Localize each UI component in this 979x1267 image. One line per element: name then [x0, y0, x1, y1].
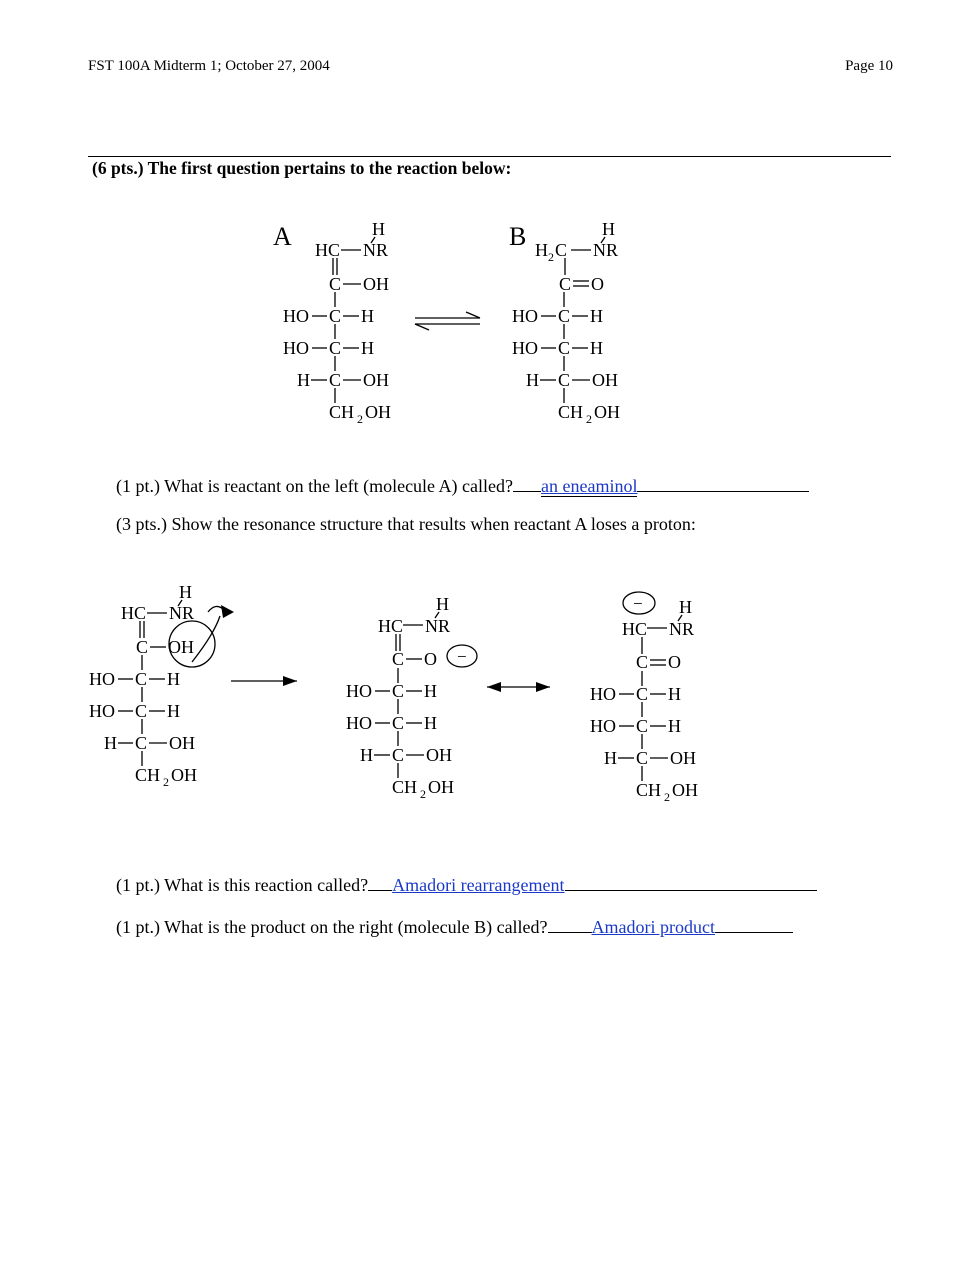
m2-c1: C	[392, 649, 405, 669]
m2-charge: −	[457, 647, 467, 666]
b-c3: C	[558, 338, 571, 358]
b-ho1: HO	[512, 306, 538, 326]
m2-c4: C	[392, 745, 405, 765]
a-hc: HC	[315, 240, 341, 260]
m2-ch: CH	[392, 777, 418, 797]
answer-blank-tail	[637, 473, 809, 492]
m3-ch: CH	[636, 780, 662, 800]
b-sub2: 2	[586, 412, 592, 426]
eq-arrow-top-head	[466, 312, 480, 318]
m2-ho2: HO	[346, 713, 372, 733]
m2-oh2: OH	[426, 745, 452, 765]
a-h3: H	[297, 370, 310, 390]
question-4-answer: Amadori product	[591, 917, 716, 937]
m1-oh3: OH	[171, 765, 197, 785]
m1-ho1: HO	[89, 669, 115, 689]
answer-blank-lead	[548, 914, 592, 933]
b-oh3: OH	[594, 402, 620, 422]
m1-h1: H	[167, 669, 180, 689]
m1-hc: HC	[121, 603, 147, 623]
a-c3: C	[329, 338, 342, 358]
resonance-arrow-head-right	[536, 682, 550, 692]
m1-c1: C	[136, 637, 149, 657]
a-oh3: OH	[365, 402, 391, 422]
m1-oh: OH	[168, 637, 194, 657]
m3-h3: H	[604, 748, 617, 768]
m3-oh3: OH	[672, 780, 698, 800]
m3-oh2: OH	[670, 748, 696, 768]
a-sub2: 2	[357, 412, 363, 426]
m2-h1: H	[424, 681, 437, 701]
question-4	[116, 914, 793, 938]
b-sub2-top: 2	[548, 250, 554, 264]
m3-c4: C	[636, 748, 649, 768]
m3-h-top: H	[679, 597, 692, 617]
answer-blank-tail	[715, 914, 793, 933]
m1-curved-arrow	[192, 616, 220, 662]
a-c2: C	[329, 306, 342, 326]
m1-curved-arrow-head	[221, 605, 234, 618]
m2-ho1: HO	[346, 681, 372, 701]
question-3-answer: Amadori rearrangement	[392, 875, 565, 895]
question-4-prompt: (1 pt.) What is the product on the right (molecule B) called?	[116, 917, 548, 937]
label-a: A	[273, 222, 292, 251]
question-3	[116, 872, 817, 896]
mech-arrow-head	[283, 676, 297, 686]
m1-oh2: OH	[169, 733, 195, 753]
m2-oh3: OH	[428, 777, 454, 797]
m3-hc: HC	[622, 619, 648, 639]
m1-ch: CH	[135, 765, 161, 785]
m2-h3: H	[360, 745, 373, 765]
m3-h1: H	[668, 684, 681, 704]
b-h-top: H	[602, 219, 615, 239]
b-c4: C	[558, 370, 571, 390]
m3-ho1: HO	[590, 684, 616, 704]
m2-h2: H	[424, 713, 437, 733]
m2-hc: HC	[378, 616, 404, 636]
a-ho2: HO	[283, 338, 309, 358]
question-title: (6 pts.) The first question pertains to the reaction below:	[92, 158, 512, 178]
question-3-prompt: (1 pt.) What is this reaction called?	[116, 875, 369, 895]
b-c-top: C	[555, 240, 568, 260]
b-c1: C	[559, 274, 572, 294]
question-2-prompt: (3 pts.) Show the resonance structure that results when reactant A loses a proton:	[116, 514, 696, 534]
b-ch: CH	[558, 402, 584, 422]
a-oh1: OH	[363, 274, 389, 294]
answer-blank-lead	[513, 473, 541, 492]
answer-blank-lead	[368, 872, 392, 891]
m1-c3: C	[135, 701, 148, 721]
m3-c3: C	[636, 716, 649, 736]
m3-sub2: 2	[664, 790, 670, 804]
a-c1: C	[329, 274, 342, 294]
m2-sub2: 2	[420, 787, 426, 801]
b-h2: H	[590, 338, 603, 358]
m1-h3: H	[104, 733, 117, 753]
m1-ho2: HO	[89, 701, 115, 721]
a-ho1: HO	[283, 306, 309, 326]
question-1	[116, 473, 809, 497]
a-c4: C	[329, 370, 342, 390]
m3-ho2: HO	[590, 716, 616, 736]
a-oh2: OH	[363, 370, 389, 390]
header-left: FST 100A Midterm 1; October 27, 2004	[88, 58, 330, 74]
m2-c2: C	[392, 681, 405, 701]
a-ch: CH	[329, 402, 355, 422]
m1-sub2: 2	[163, 775, 169, 789]
b-oh2: OH	[592, 370, 618, 390]
m3-charge: −	[633, 594, 643, 613]
question-1-answer: an eneaminol	[541, 476, 638, 496]
b-nr: NR	[593, 240, 619, 260]
m1-c4: C	[135, 733, 148, 753]
m3-nr: NR	[669, 619, 695, 639]
m3-c2: C	[636, 684, 649, 704]
header-page-number: Page 10	[845, 58, 893, 74]
label-b: B	[509, 222, 527, 251]
question-2	[116, 514, 696, 535]
m1-h-top: H	[179, 582, 192, 602]
b-ho2: HO	[512, 338, 538, 358]
m2-o: O	[424, 649, 437, 669]
m2-nr: NR	[425, 616, 451, 636]
m1-c2: C	[135, 669, 148, 689]
b-h1: H	[590, 306, 603, 326]
m3-h2: H	[668, 716, 681, 736]
m1-h2: H	[167, 701, 180, 721]
eq-arrow-bottom-head	[415, 324, 429, 330]
a-h-top: H	[372, 219, 385, 239]
a-nr: NR	[363, 240, 389, 260]
b-o: O	[591, 274, 604, 294]
b-h3: H	[526, 370, 539, 390]
m2-c3: C	[392, 713, 405, 733]
b-c2: C	[558, 306, 571, 326]
m2-h-top: H	[436, 594, 449, 614]
resonance-arrow-head-left	[487, 682, 501, 692]
m1-nr: NR	[169, 603, 195, 623]
a-h2: H	[361, 338, 374, 358]
question-1-prompt: (1 pt.) What is reactant on the left (molecule A) called?	[116, 476, 514, 496]
b-h: H	[535, 240, 548, 260]
m3-o: O	[668, 652, 681, 672]
a-h1: H	[361, 306, 374, 326]
m3-c1: C	[636, 652, 649, 672]
answer-blank-tail	[565, 872, 817, 891]
